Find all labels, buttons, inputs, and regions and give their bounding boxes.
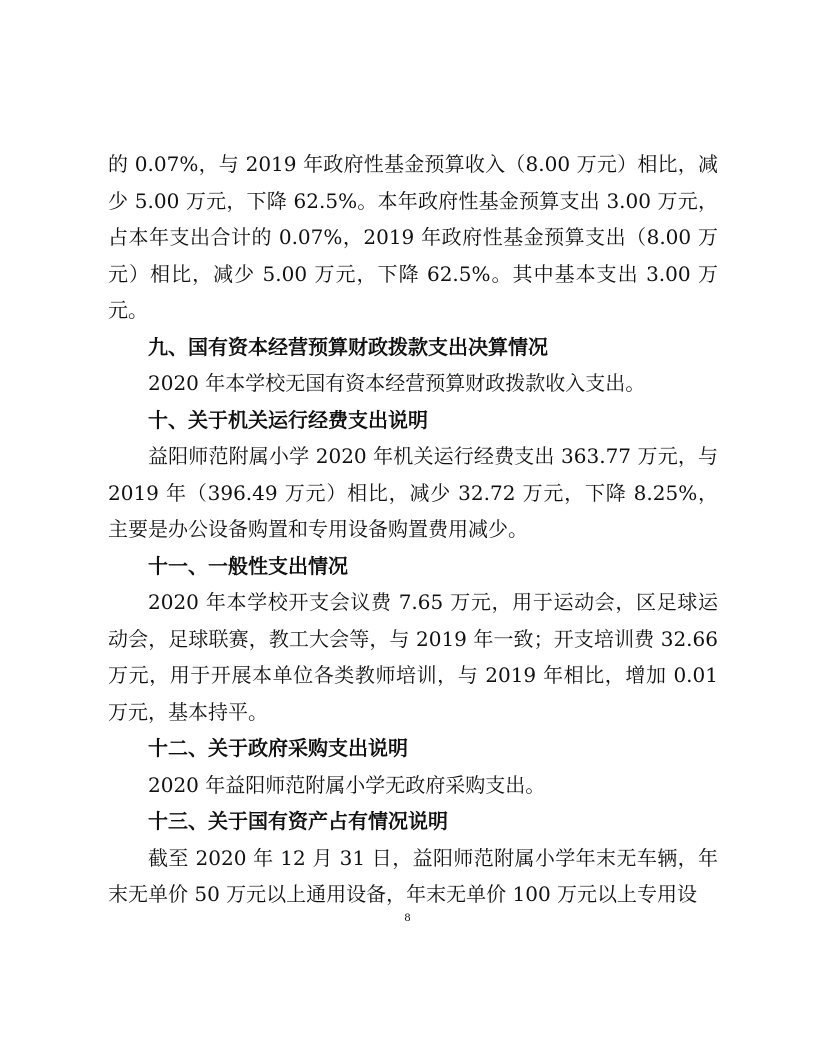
paragraph-continuation: 的 0.07%，与 2019 年政府性基金预算收入（8.00 万元）相比，减少 5.00 万元，下降 62.5%。本年政府性基金预算支出 3.00 万元，占本年支出合计的 0.07%，2019 年政府性基金预算支出（8.00 万元）相比，减少 5.00 万元，下降 62.5%。其中基本支出 3.00 万元。 [108,152,718,322]
paragraph-section-11: 2020 年本学校开支会议费 7.65 万元，用于运动会，区足球运动会，足球联赛，教工大会等，与 2019 年一致；开支培训费 32.66 万元，用于开展本单位各类教师培训，与 2019 年相比，增加 0.01 万元，基本持平。 [108,590,718,724]
section-heading-11: 十一、一般性支出情况 [148,553,348,578]
paragraph-section-12: 2020 年益阳师范附属小学无政府采购支出。 [148,772,546,797]
section-heading-9: 九、国有资本经营预算财政拨款支出决算情况 [148,334,548,359]
section-heading-13: 十三、关于国有资产占有情况说明 [148,809,448,833]
paragraph-section-13: 截至 2020 年 12 月 31 日，益阳师范附属小学年末无车辆，年末无单价 50 万元以上通用设备，年末无单价 100 万元以上专用设 [108,845,718,906]
paragraph-section-10: 益阳师范附属小学 2020 年机关运行经费支出 363.77 万元，与 2019 年（396.49 万元）相比，减少 32.72 万元，下降 8.25%，主要是办公设备购置和专用设备购置费用减少。 [108,444,718,541]
paragraph-section-9: 2020 年本学校无国有资本经营预算财政拨款收入支出。 [148,371,646,395]
section-heading-12: 十二、关于政府采购支出说明 [148,736,408,760]
page-number: 8 [404,910,411,924]
document-body [108,146,718,913]
section-heading-10: 十、关于机关运行经费支出说明 [148,407,428,432]
